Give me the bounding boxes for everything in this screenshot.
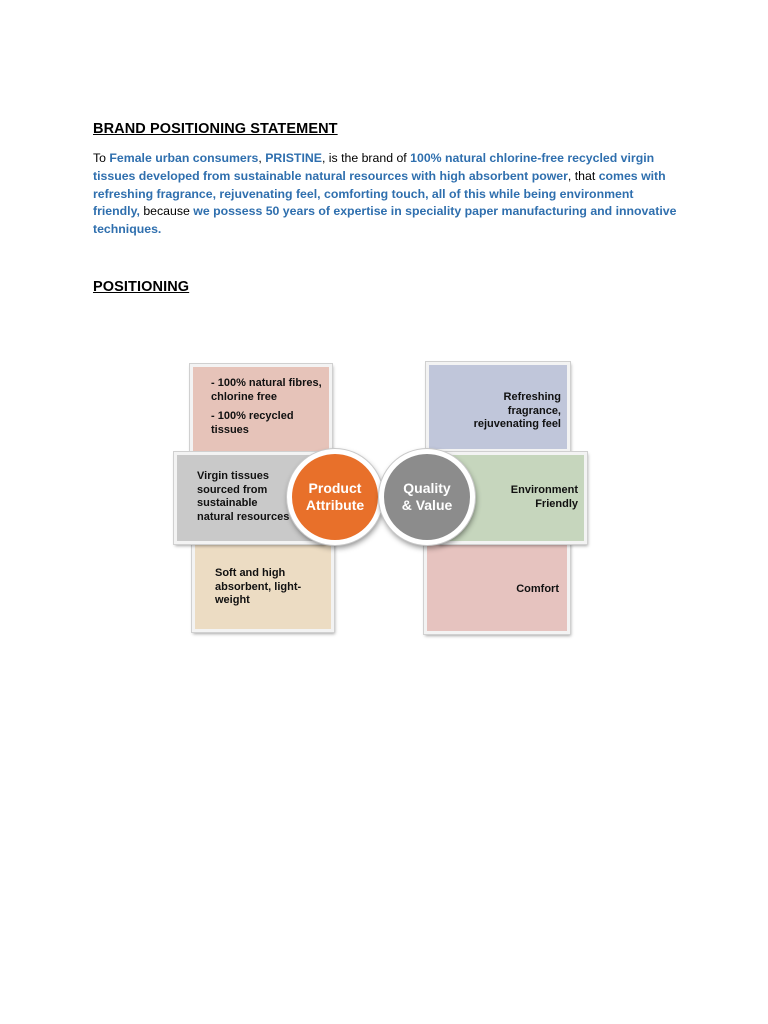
left-bottom-box xyxy=(192,542,334,632)
statement-text: because xyxy=(139,204,194,219)
statement-text: , that xyxy=(567,168,599,183)
right-bottom-text: Comfort xyxy=(516,583,559,595)
right-top-box xyxy=(426,362,570,452)
statement-target-consumer: Female urban consumers xyxy=(109,151,259,165)
left-middle-text: Virgin tissues sourced from sustainable natural resources xyxy=(197,470,290,523)
brand-positioning-heading: BRAND POSITIONING STATEMENT xyxy=(93,121,338,137)
left-top-box xyxy=(190,364,332,454)
statement-benefits: comes with refreshing fragrance, rejuvenating feel, comforting touch, all of this while being environment friendly, xyxy=(93,168,666,219)
right-top-text: Refreshing fragrance, rejuvenating feel xyxy=(473,391,561,430)
quality-value-circle: Quality & Value xyxy=(379,449,475,545)
product-attribute-circle: Product Attribute xyxy=(287,449,383,545)
left-top-item-natural-fibres: - 100% natural fibres, chlorine free xyxy=(211,377,322,403)
statement-text: , xyxy=(258,151,266,165)
statement-reason-to-believe: we possess 50 years of expertise in speciality paper manufacturing and innovative techniques. xyxy=(93,204,677,237)
positioning-heading: POSITIONING xyxy=(93,279,190,295)
right-bottom-box xyxy=(424,542,570,634)
left-bottom-text: Soft and high absorbent, light-weight xyxy=(215,567,302,606)
positioning-diagram xyxy=(170,358,595,640)
statement-text: To xyxy=(93,151,110,165)
statement-product-description: 100% natural chlorine-free recycled virgin tissues developed from sustainable natural resources with high absorbent power xyxy=(93,151,655,183)
statement-text: , is the brand of xyxy=(321,151,411,165)
statement-brand-name: PRISTINE xyxy=(265,151,322,165)
positioning-statement xyxy=(93,150,683,239)
right-middle-text: Environment Friendly xyxy=(510,484,578,510)
left-top-item-recycled-tissues: - 100% recycled tissues xyxy=(211,410,294,436)
